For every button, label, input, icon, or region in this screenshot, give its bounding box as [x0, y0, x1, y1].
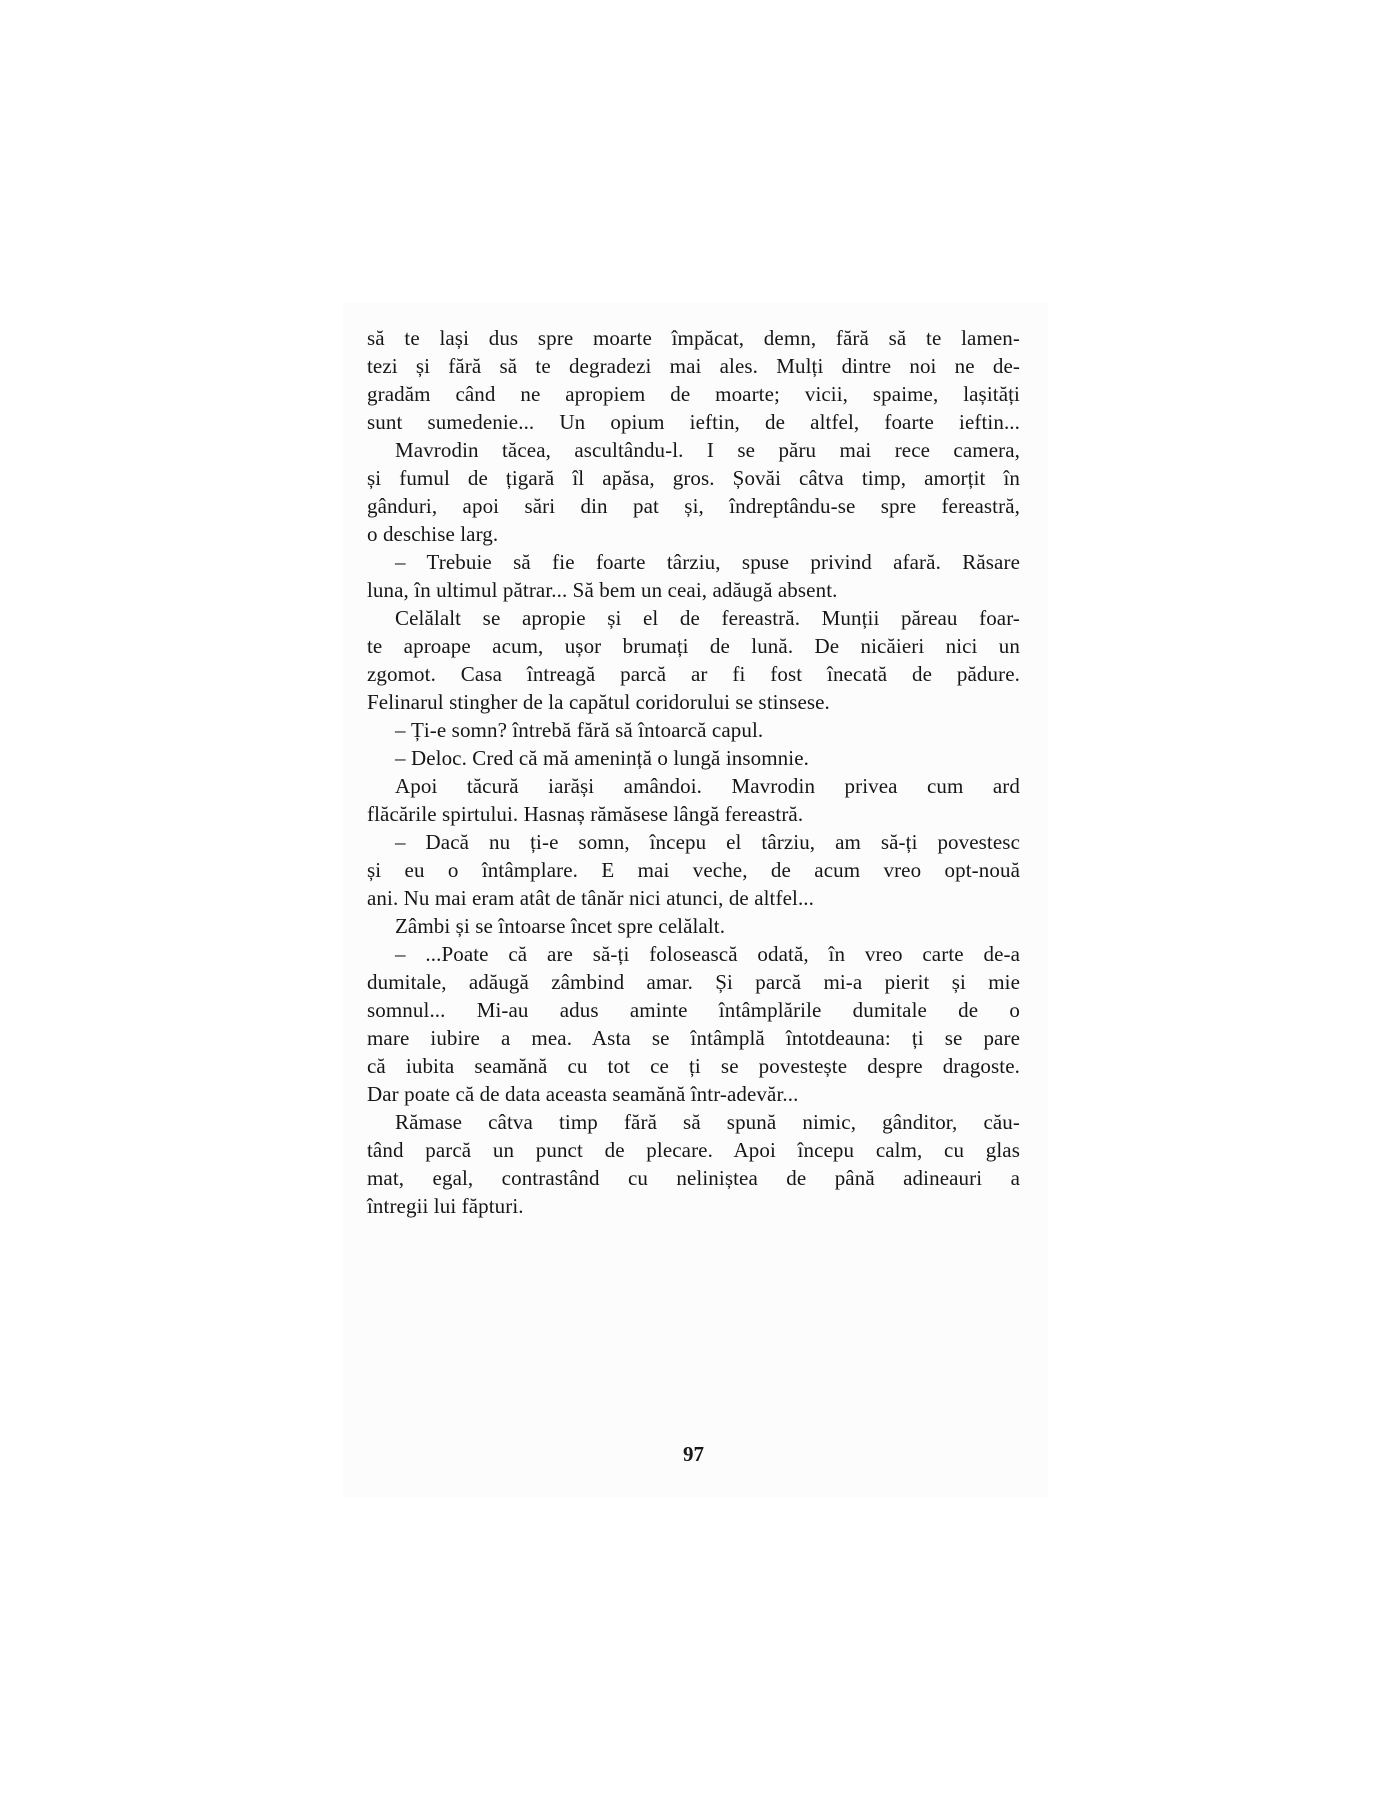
text-line: gradăm când ne apropiem de moarte; vicii, spaime, lașități: [367, 382, 1020, 406]
text-line: zgomot. Casa întreagă parcă ar fi fost înecată de pădure.: [367, 662, 1020, 686]
text-line: Apoi tăcură iarăși amândoi. Mavrodin privea cum ard: [395, 774, 1020, 798]
text-line: întregii lui făpturi.: [367, 1194, 524, 1218]
text-line: te aproape acum, ușor brumați de lună. De nicăieri nici un: [367, 634, 1020, 658]
text-line: mat, egal, contrastând cu neliniștea de până adineauri a: [367, 1166, 1020, 1190]
text-line: sunt sumedenie... Un opium ieftin, de altfel, foarte ieftin...: [367, 410, 1020, 434]
text-line: să te lași dus spre moarte împăcat, demn, fără să te lamen-: [367, 326, 1020, 350]
text-line: – Deloc. Cred că mă amenință o lungă insomnie.: [395, 746, 809, 770]
text-line: somnul... Mi-au adus aminte întâmplările dumitale de o: [367, 998, 1020, 1022]
text-line: o deschise larg.: [367, 522, 499, 546]
text-line: dumitale, adăugă zâmbind amar. Și parcă mi-a pierit și mie: [367, 970, 1020, 994]
text-line: Mavrodin tăcea, ascultându-l. I se păru mai rece camera,: [395, 438, 1020, 462]
text-line: Zâmbi și se întoarse încet spre celălalt.: [395, 914, 726, 938]
page-number: 97: [683, 1442, 704, 1466]
text-line: tezi și fără să te degradezi mai ales. Mulți dintre noi ne de-: [367, 354, 1020, 378]
page-text: [367, 324, 1020, 1220]
text-line: – ...Poate că are să-ți folosească odată, în vreo carte de-a: [395, 942, 1020, 966]
text-line: că iubita seamănă cu tot ce ți se povestește despre dragoste.: [367, 1054, 1020, 1078]
text-line: Felinarul stingher de la capătul coridorului se stinsese.: [367, 690, 830, 714]
text-line: Celălalt se apropie și el de fereastră. Munții păreau foar-: [395, 606, 1020, 630]
text-line: gânduri, apoi sări din pat și, îndreptându-se spre fereastră,: [367, 494, 1020, 518]
text-line: flăcările spirtului. Hasnaș rămăsese lângă fereastră.: [367, 802, 804, 826]
text-line: – Trebuie să fie foarte târziu, spuse privind afară. Răsare: [395, 550, 1020, 574]
text-line: și fumul de țigară îl apăsa, gros. Șovăi câtva timp, amorțit în: [367, 466, 1020, 490]
text-line: tând parcă un punct de plecare. Apoi începu calm, cu glas: [367, 1138, 1020, 1162]
text-line: – Ți-e somn? întrebă fără să întoarcă capul.: [395, 718, 764, 742]
text-line: mare iubire a mea. Asta se întâmplă întotdeauna: ți se pare: [367, 1026, 1020, 1050]
text-line: – Dacă nu ți-e somn, începu el târziu, am să-ți povestesc: [395, 830, 1020, 854]
text-line: Rămase câtva timp fără să spună nimic, gânditor, cău-: [395, 1110, 1020, 1134]
text-line: și eu o întâmplare. E mai veche, de acum vreo opt-nouă: [367, 858, 1020, 882]
text-line: ani. Nu mai eram atât de tânăr nici atunci, de altfel...: [367, 886, 814, 910]
text-line: Dar poate că de data aceasta seamănă într-adevăr...: [367, 1082, 799, 1106]
text-line: luna, în ultimul pătrar... Să bem un ceai, adăugă absent.: [367, 578, 838, 602]
